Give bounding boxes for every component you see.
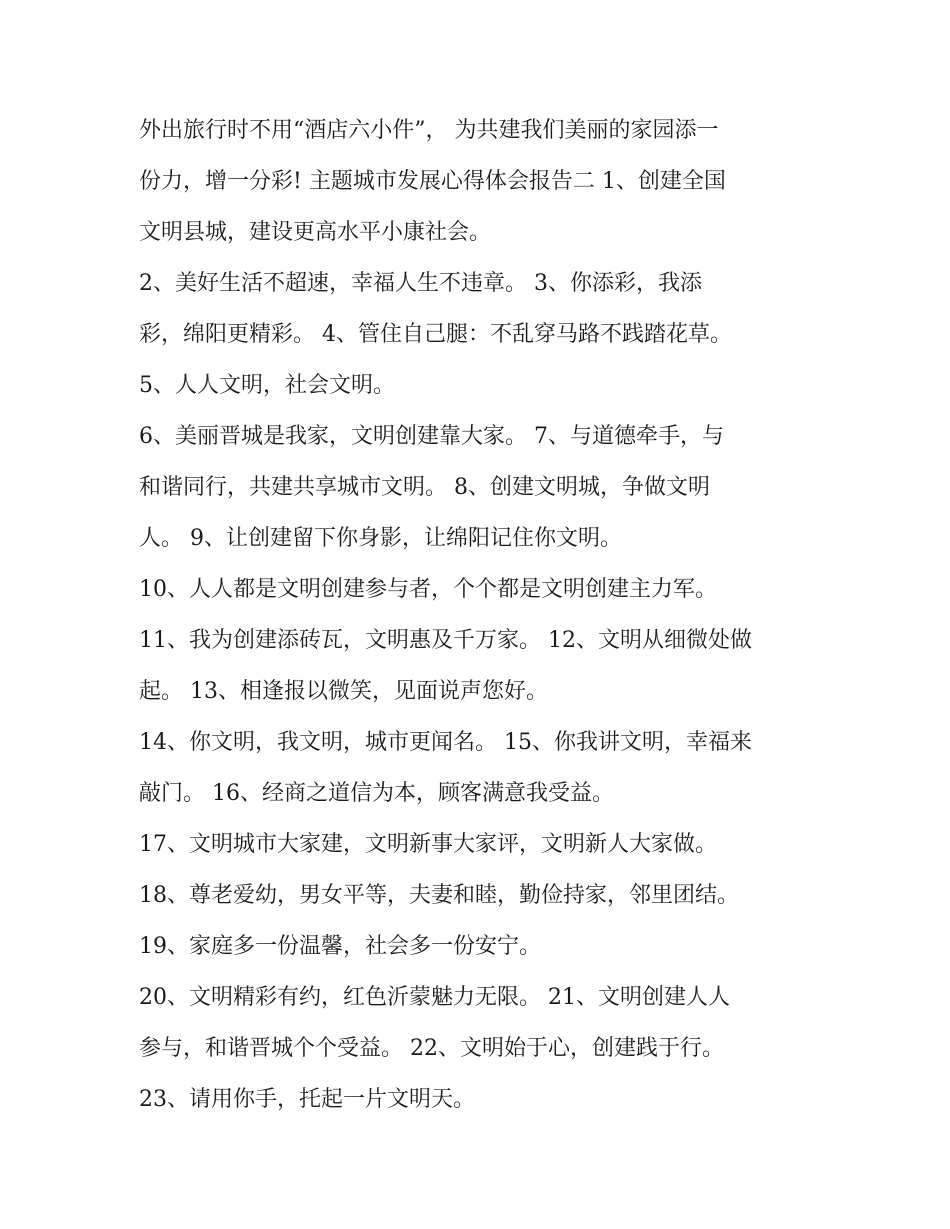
text-line: 彩，绵阳更精彩。 4、管住自己腿：不乱穿马路不践踏花草。 [139, 322, 732, 347]
text-line: 5、人人文明，社会文明。 [139, 373, 395, 398]
body-text [139, 105, 829, 1125]
text-line: 11、我为创建添砖瓦，文明惠及千万家。 12、文明从细微处做 [139, 628, 752, 653]
text-line: 起。 13、相逢报以微笑，见面说声您好。 [139, 679, 548, 704]
text-line: 17、文明城市大家建，文明新事大家评，文明新人大家做。 [139, 832, 717, 857]
text-line: 和谐同行，共建共享城市文明。 8、创建文明城，争做文明 [139, 475, 710, 500]
text-line: 份力，增一分彩! 主题城市发展心得体会报告二 1、创建全国 [139, 169, 726, 194]
text-line: 20、文明精彩有约，红色沂蒙魅力无限。 21、文明创建人人 [139, 985, 730, 1010]
text-line: 14、你文明，我文明，城市更闻名。 15、你我讲文明，幸福来 [139, 730, 752, 755]
text-line: 外出旅行时不用“酒店六小件”， 为共建我们美丽的家园添一 [139, 118, 719, 143]
text-line: 参与，和谐晋城个个受益。 22、文明始于心，创建践于行。 [139, 1036, 724, 1061]
text-line: 10、人人都是文明创建参与者，个个都是文明创建主力军。 [139, 577, 717, 602]
text-line: 6、美丽晋城是我家，文明创建靠大家。 7、与道德牵手，与 [139, 424, 724, 449]
text-line: 23、请用你手，托起一片文明天。 [139, 1087, 475, 1112]
text-line: 19、家庭多一份温馨，社会多一份安宁。 [139, 934, 541, 959]
text-line: 敲门。 16、经商之道信为本，顾客满意我受益。 [139, 781, 614, 806]
text-line: 18、尊老爱幼，男女平等，夫妻和睦，勤俭持家，邻里团结。 [139, 883, 739, 908]
text-line: 2、美好生活不超速，幸福人生不违章。 3、你添彩，我添 [139, 271, 702, 296]
text-line: 人。 9、让创建留下你身影，让绵阳记住你文明。 [139, 526, 622, 551]
text-line: 文明县城，建设更高水平小康社会。 [139, 220, 492, 245]
